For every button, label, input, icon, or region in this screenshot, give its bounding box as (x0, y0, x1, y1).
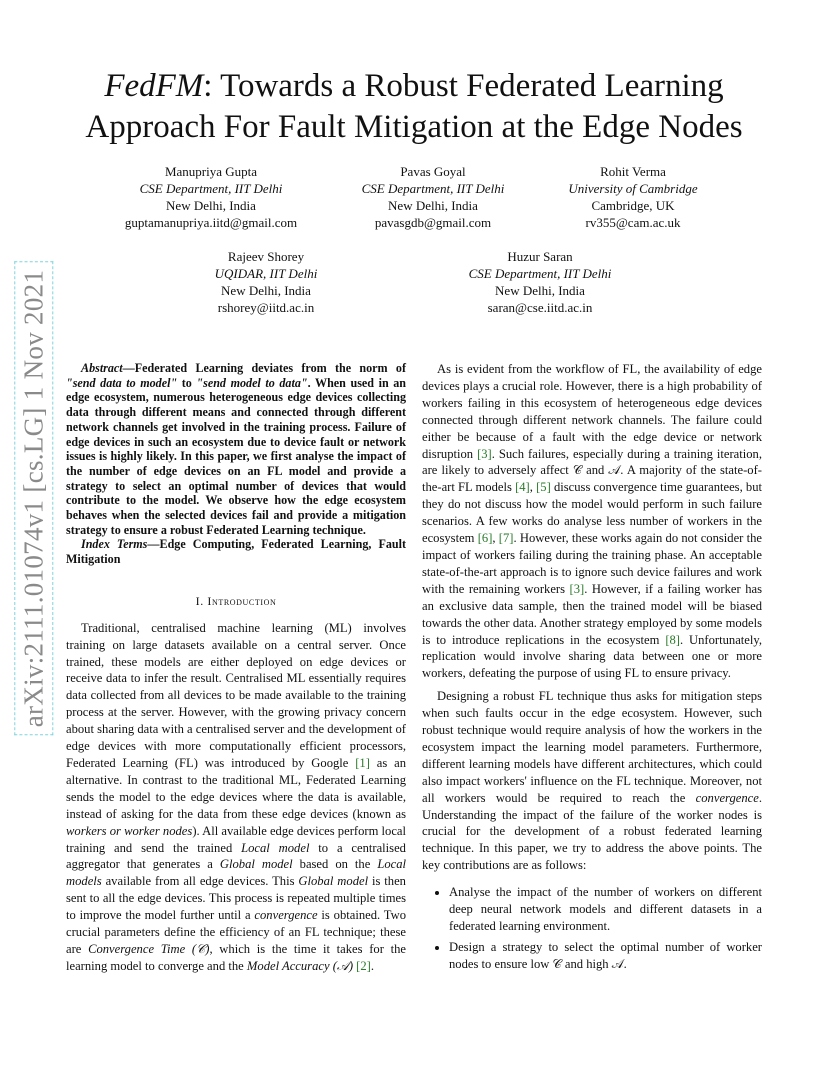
citation-link[interactable]: [4] (515, 480, 530, 495)
intro-paragraph: Traditional, centralised machine learning (ML) involves training on large datasets available on a central server. Once trained, these models are either deployed on edge devices or receive data to infer the result. Centralised ML essentially requires data collected from all devices to be made available to the training process at the server. However, with the growing privacy concern about sharing data with a centralised server and the development of edge devices with more computationally efficient processors, Federated Learning (FL) was introduced by Google [1] as an alternative. In contrast to the traditional ML, Federated Learning sends the model to the edge devices where the data is available, instead of asking for the data from these edge devices (known as workers or worker nodes). All available edge devices perform local training and send the trained Local model to a centralised aggregator that generates a Global model based on the Local models available from all edge devices. This Global model is then sent to all the edge devices. This process is repeated multiple times to improve the model further until a convergence is obtained. Two crucial parameters define the efficiency of an FL technique; these are Convergence Time (𝒞), which is the time it takes for the learning model to converge and the Model Accuracy (𝒜) [2]. (66, 620, 406, 973)
citation-link[interactable]: [6] (477, 531, 493, 546)
right-column (422, 361, 762, 977)
paragraph-designing: Designing a robust FL technique thus asks for mitigation steps when such faults occur in the edge ecosystem. However, such robust technique would require analysis of how the workers in the ecosystem impact the learning model parameters. Furthermore, different learning models have different architectures, which could also impact workers' influence on the FL technique. Moreover, not all workers would be required to reach the convergence. Understanding the impact of the failure of the worker nodes is crucial for the development of a robust federated learning technique. In this paper, we try to address the above points. The key contributions are as follows: (422, 689, 762, 873)
citation-link[interactable]: [8] (665, 632, 680, 647)
title-rest: : Towards a Robust Federated Learning Approach For Fault Mitigation at the Edge Nodes (85, 68, 743, 145)
author-name: Rajeev Shorey (227, 249, 305, 264)
author-affiliation: UQIDAR, IIT Delhi (214, 266, 318, 281)
author-block (196, 248, 336, 316)
arxiv-identifier[interactable]: arXiv:2111.01074v1 [cs.LG] 1 Nov 2021 (19, 265, 50, 731)
author-affiliation: CSE Department, IIT Delhi (468, 266, 612, 281)
author-name: Manupriya Gupta (164, 164, 258, 179)
author-email[interactable]: pavasgdb@gmail.com (374, 215, 492, 230)
title-system-name: FedFM (104, 68, 204, 104)
author-location: New Delhi, India (495, 283, 585, 298)
author-email[interactable]: guptamanupriya.iitd@gmail.com (124, 215, 298, 230)
left-column (66, 361, 406, 975)
paper-title (60, 66, 768, 148)
abstract: Abstract—Federated Learning deviates from the norm of "send data to model" to "send model to data". When used in an edge ecosystem, numerous heterogeneous edge devices collecting data through different means and connected through different network channels get involved in the training process. Failure of edge devices in such an ecosystem due to device fault or network issues is highly likely. In this paper, we first analyse the impact of the number of edge devices on an FL model and provide a strategy to select an optimal number of devices that would contribute to the model. We observe how the edge ecosystem behaves when the selected devices fail and provide a mitigation strategy to ensure a robust Federated Learning technique. (66, 361, 407, 537)
contributions-list (422, 884, 762, 973)
author-affiliation: University of Cambridge (568, 181, 698, 196)
author-email[interactable]: saran@cse.iitd.ac.in (487, 300, 593, 315)
author-location: Cambridge, UK (591, 198, 675, 213)
citation-link[interactable]: [3] (569, 581, 585, 596)
arxiv-identifier-stamp (12, 258, 56, 738)
author-block (553, 163, 713, 231)
citation-link[interactable]: [2] (356, 958, 371, 973)
author-email[interactable]: rv355@cam.ac.uk (585, 215, 681, 230)
author-location: New Delhi, India (388, 198, 478, 213)
author-block (450, 248, 630, 316)
list-item: • Analyse the impact of the number of workers on different deep neural network models and different datasets in a federated learning environment. (449, 884, 762, 935)
citation-link[interactable]: [1] (355, 756, 370, 770)
author-block (116, 163, 306, 231)
author-email[interactable]: rshorey@iitd.ac.in (217, 300, 315, 315)
index-terms: Index Terms—Edge Computing, Federated Learning, Fault Mitigation (66, 537, 406, 567)
paragraph-availability: As is evident from the workflow of FL, the availability of edge devices plays a crucial role. However, there is a high probability of workers failing in this ecosystem of heterogeneous edge devices connected through different network channels. The failure could either be because of a fault with the edge device or network disruption [3]. Such failures, especially during a training iteration, are likely to adversely affect 𝒞 and 𝒜. A majority of the state-of-the-art FL models [4], [5] discuss convergence time guarantees, but they do not discuss how the model would perform in such failure scenarios. A few works do analyse less number of workers in the ecosystem [6], [7]. However, these works again do not consider the impact of workers failing during the training phase. An acceptable state-of-the-art approach is to ignore such device failures and work with the remaining workers [3]. However, if a failing worker has an exclusive data sample, then the trained model will be biased towards the other data. Another strategy employed by some models is to introduce replications in the ecosystem [8]. Unfortunately, replication would involve sharing data between one or more workers, defeating the purpose of using FL to ensure privacy. (422, 362, 763, 681)
index-terms-label: Index Terms (81, 537, 148, 552)
author-location: New Delhi, India (221, 283, 311, 298)
author-block (340, 163, 526, 231)
author-name: Pavas Goyal (400, 164, 466, 179)
abstract-label: Abstract (81, 361, 123, 375)
section-heading-introduction: I. Introduction (195, 593, 277, 608)
list-item: • Design a strategy to select the optimal number of worker nodes to ensure low 𝒞 and high 𝒜. (449, 939, 762, 973)
author-name: Rohit Verma (600, 164, 666, 179)
author-name: Huzur Saran (507, 249, 573, 264)
author-location: New Delhi, India (166, 198, 256, 213)
citation-link[interactable]: [3] (477, 446, 492, 461)
author-affiliation: CSE Department, IIT Delhi (361, 181, 505, 196)
citation-link[interactable]: [5] (536, 480, 551, 495)
author-affiliation: CSE Department, IIT Delhi (139, 181, 283, 196)
citation-link[interactable]: [7] (498, 531, 514, 546)
